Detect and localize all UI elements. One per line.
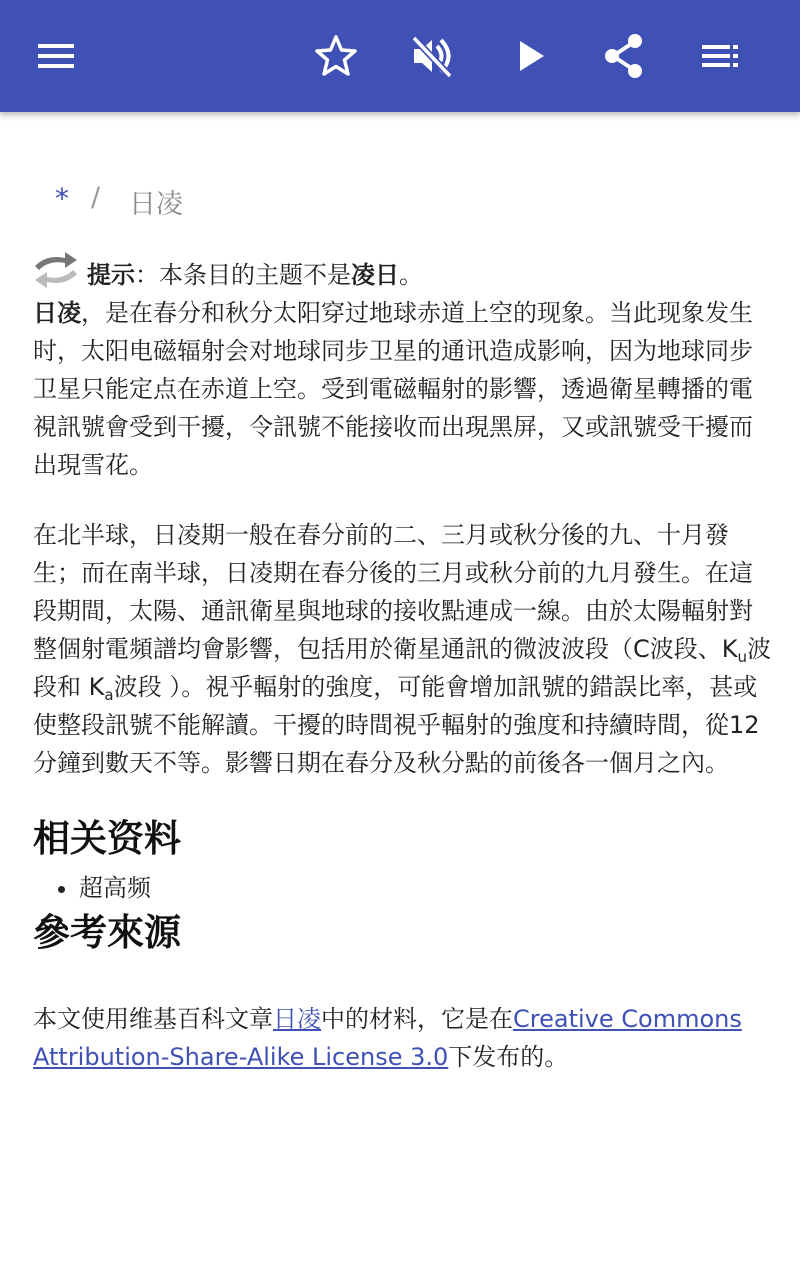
menu-icon[interactable] (30, 30, 82, 82)
play-icon[interactable] (504, 30, 556, 82)
license-text-3: 下发布的。 (448, 1043, 569, 1071)
references-heading: 參考來源 (33, 911, 181, 954)
volume-off-icon[interactable] (406, 30, 458, 82)
paragraph-2-text-c: 波段 ）。視乎輻射的強度，可能會增加訊號的錯誤比率，甚或使整段訊號不能解讀。干擾的時間視乎輻射的強度和持續時間，從12分鐘到數天不等。影響日期在春分及秋分點的前後各一個月之內。 (33, 673, 760, 777)
subscript-u: u (737, 648, 748, 666)
hatnote-end: 。 (399, 261, 423, 289)
list-icon[interactable] (694, 30, 746, 82)
term-bold: 日凌 (33, 299, 81, 327)
breadcrumb (33, 170, 773, 226)
related-list (33, 870, 773, 906)
hatnote-label: 提示 (87, 261, 135, 289)
paragraph-2 (33, 516, 773, 782)
source-article-link[interactable]: 日凌 (273, 1005, 321, 1033)
disambiguation-icon (31, 248, 81, 294)
hatnote-target[interactable]: 凌日 (351, 261, 399, 289)
breadcrumb-home[interactable]: * (55, 182, 69, 215)
hatnote (33, 256, 773, 294)
paragraph-2-text-b: 波段和 K (33, 635, 772, 701)
app-toolbar (0, 0, 800, 112)
article-content (33, 170, 773, 1076)
license-text-1: 本文使用维基百科文章 (33, 1005, 273, 1033)
paragraph-1 (33, 294, 773, 484)
related-item[interactable]: • 超高频 (79, 870, 773, 906)
paragraph-1-text: ，是在春分和秋分太阳穿过地球赤道上空的现象。当此现象发生时，太阳电磁辐射会对地球同步卫星的通讯造成影响，因为地球同步卫星只能定点在赤道上空。受到電磁輻射的影響，透過衛星轉播的電視訊號會受到干擾，令訊號不能接收而出現黑屏，又或訊號受干擾而出現雪花。 (33, 299, 753, 479)
breadcrumb-separator: / (91, 182, 101, 213)
license-text-2: 中的材料，它是在 (321, 1005, 513, 1033)
hatnote-text: ：本条目的主题不是 (135, 261, 351, 289)
related-heading: 相关资料 (33, 817, 181, 860)
license-link[interactable]: Creative Commons Attribution-Share-Alike License 3.0 (33, 1005, 742, 1071)
breadcrumb-current: 日凌 (129, 189, 183, 220)
subscript-a: a (104, 686, 114, 704)
paragraph-2-text-a: 在北半球，日凌期一般在春分前的二、三月或秋分後的九、十月發生；而在南半球，日凌期在春分後的三月或秋分前的九月發生。在這段期間，太陽、通訊衛星與地球的接收點連成一線。由於太陽輻射對整個射電頻譜均會影響，包括用於衛星通訊的微波波段（C波段、K (33, 521, 753, 663)
share-icon[interactable] (598, 30, 650, 82)
star-icon[interactable] (310, 30, 362, 82)
license-note (33, 1000, 773, 1076)
